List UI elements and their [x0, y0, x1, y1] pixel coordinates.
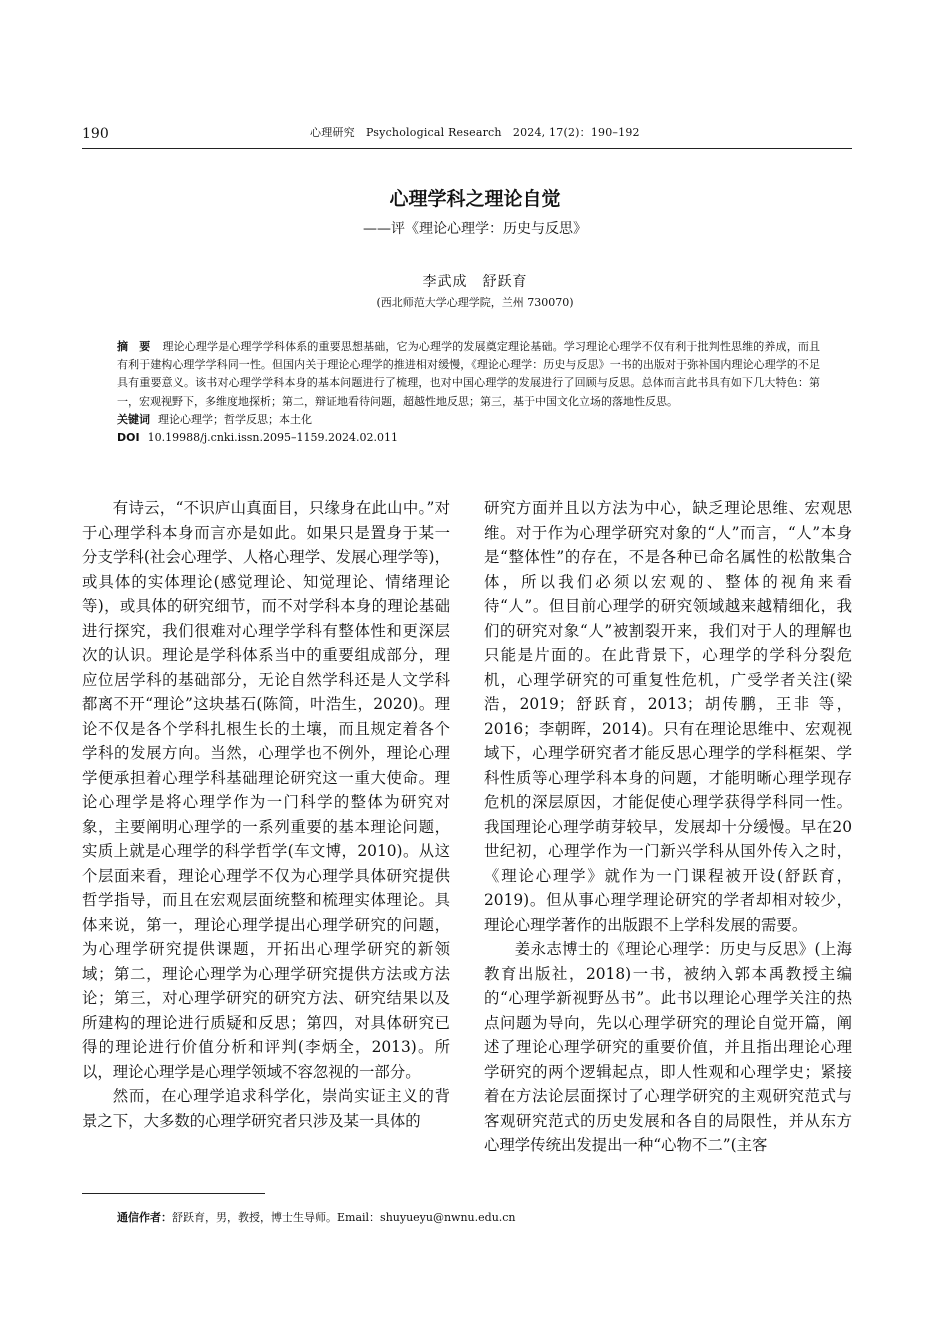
footnote-text: 舒跃育，男，教授，博士生导师。Email：shuyueyu@nwnu.edu.cn — [172, 1211, 516, 1224]
paragraph: 姜永志博士的《理论心理学：历史与反思》(上海教育出版社，2018)一书，被纳入郭本禹教授主编的“心理学新视野丛书”。此书以理论心理学关注的热点问题为导向，先以心理学研究的理论自觉开篇，阐述了理论心理学研究的重要价值，并且指出理论心理学研究的两个逻辑起点，即人性观和心理学史；紧接着在方法论层面探讨了心理学研究的主观研究范式与客观研究范式的历史发展和各自的局限性，并从东方心理学传统出发提出一种“心物不二”(主客 — [484, 940, 852, 1154]
paragraph: 然而，在心理学追求科学化，崇尚实证主义的背景之下，大多数的心理学研究者只涉及某一具体的 — [82, 1087, 450, 1130]
footnote-divider — [82, 1193, 265, 1194]
doi-text: 10.19988/j.cnki.issn.2095–1159.2024.02.011 — [147, 430, 398, 444]
corresponding-author-note — [117, 1209, 516, 1225]
abstract-block — [117, 338, 820, 447]
doi — [117, 429, 820, 447]
authors: 李武成 舒跃育 — [422, 274, 528, 290]
page-number: 190 — [82, 126, 109, 142]
page-header — [82, 122, 852, 149]
abstract-label: 摘 要 — [117, 340, 151, 353]
keywords-label: 关键词 — [117, 412, 150, 426]
keywords — [117, 411, 820, 429]
abstract — [117, 338, 820, 411]
paragraph: 有诗云，“不识庐山真面目，只缘身在此山中。”对于心理学科本身而言亦是如此。如果只是置身于某一分支学科(社会心理学、人格心理学、发展心理学等)，或具体的实体理论(感觉理论、知觉理论、情绪理论等)，或具体的研究细节，而不对学科本身的理论基础进行探究，我们很难对心理学学科有整体性和更深层次的认识。理论是学科体系当中的重要组成部分，理应位居学科的基础部分，无论自然学科还是人文学科都离不开“理论”这块基石(陈简，叶浩生，2020)。理论不仅是各个学科扎根生长的土壤，而且规定着各个学科的发展方向。当然，心理学也不例外，理论心理学便承担着心理学科基础理论研究这一重大使命。理论心理学是将心理学作为一门科学的整体为研究对象，主要阐明心理学的一系列重要的基本理论问题，实质上就是心理学的科学哲学(车文博，2010)。从这个层面来看，理论心理学不仅为心理学具体研究提供哲学指导，而且在宏观层面统整和梳理实体理论。具体来说，第一，理论心理学提出心理学研究的问题，为心理学研究提供课题，开拓出心理学研究的新领域；第二，理论心理学为心理学研究提供方法或方法论；第三，对心理学研究的研究方法、研究结果以及所建构的理论进行质疑和反思；第四，对具体研究已得的理论进行价值分析和评判(李炳全，2013)。所以，理论心理学是心理学领域不容忽视的一部分。 — [82, 499, 450, 1081]
article-title: 心理学科之理论自觉 — [389, 188, 561, 210]
keywords-text: 理论心理学；哲学反思；本土化 — [158, 412, 312, 426]
footnote-label: 通信作者： — [117, 1211, 172, 1224]
abstract-text: 理论心理学是心理学学科体系的重要思想基础，它为心理学的发展奠定理论基础。学习理论心理学不仅有利于批判性思维的养成，而且有利于建构心理学学科同一性。但国内关于理论心理学的推进相对缓慢，《理论心理学：历史与反思》一书的出版对于弥补国内理论心理学的不足具有重要意义。该书对心理学学科本身的基本问题进行了梳理，也对中国心理学的发展进行了回顾与反思。总体而言此书具有如下几大特色：第一，宏观视野下，多维度地探析；第二，辩证地看待问题，超越性地反思；第三，基于中国文化立场的落地性反思。 — [117, 340, 821, 408]
body-column-right — [484, 496, 852, 1158]
affiliation: (西北师范大学心理学院，兰州 730070) — [376, 296, 574, 309]
article-subtitle: ——评《理论心理学：历史与反思》 — [363, 221, 587, 237]
body-column-left — [82, 496, 450, 1133]
running-head: 心理研究 Psychological Research 2024, 17(2)：190–192 — [310, 126, 640, 139]
doi-label: DOI — [117, 430, 140, 444]
paragraph: 研究方面并且以方法为中心，缺乏理论思维、宏观思维。对于作为心理学研究对象的“人”而言，“人”本身是“整体性”的存在，不是各种已命名属性的松散集合体，所以我们必须以宏观的、整体的视角来看待“人”。但目前心理学的研究领域越来越精细化，我们的研究对象“人”被割裂开来，我们对于人的理解也只能是片面的。在此背景下，心理学的学科分裂危机，心理学研究的可重复性危机，广受学者关注(梁浩，2019；舒跃育，2013；胡传鹏，王非 等，2016；李朝晖，2014)。只有在理论思维中、宏观视域下，心理学研究者才能反思心理学的学科框架、学科性质等心理学科本身的问题，才能明晰心理学现存危机的深层原因，才能促使心理学获得学科同一性。我国理论心理学萌芽较早，发展却十分缓慢。早在20世纪初，心理学作为一门新兴学科从国外传入之时，《理论心理学》就作为一门课程被开设(舒跃育，2019)。但从事心理学理论研究的学者却相对较少，理论心理学著作的出版跟不上学科发展的需要。 — [484, 499, 852, 934]
